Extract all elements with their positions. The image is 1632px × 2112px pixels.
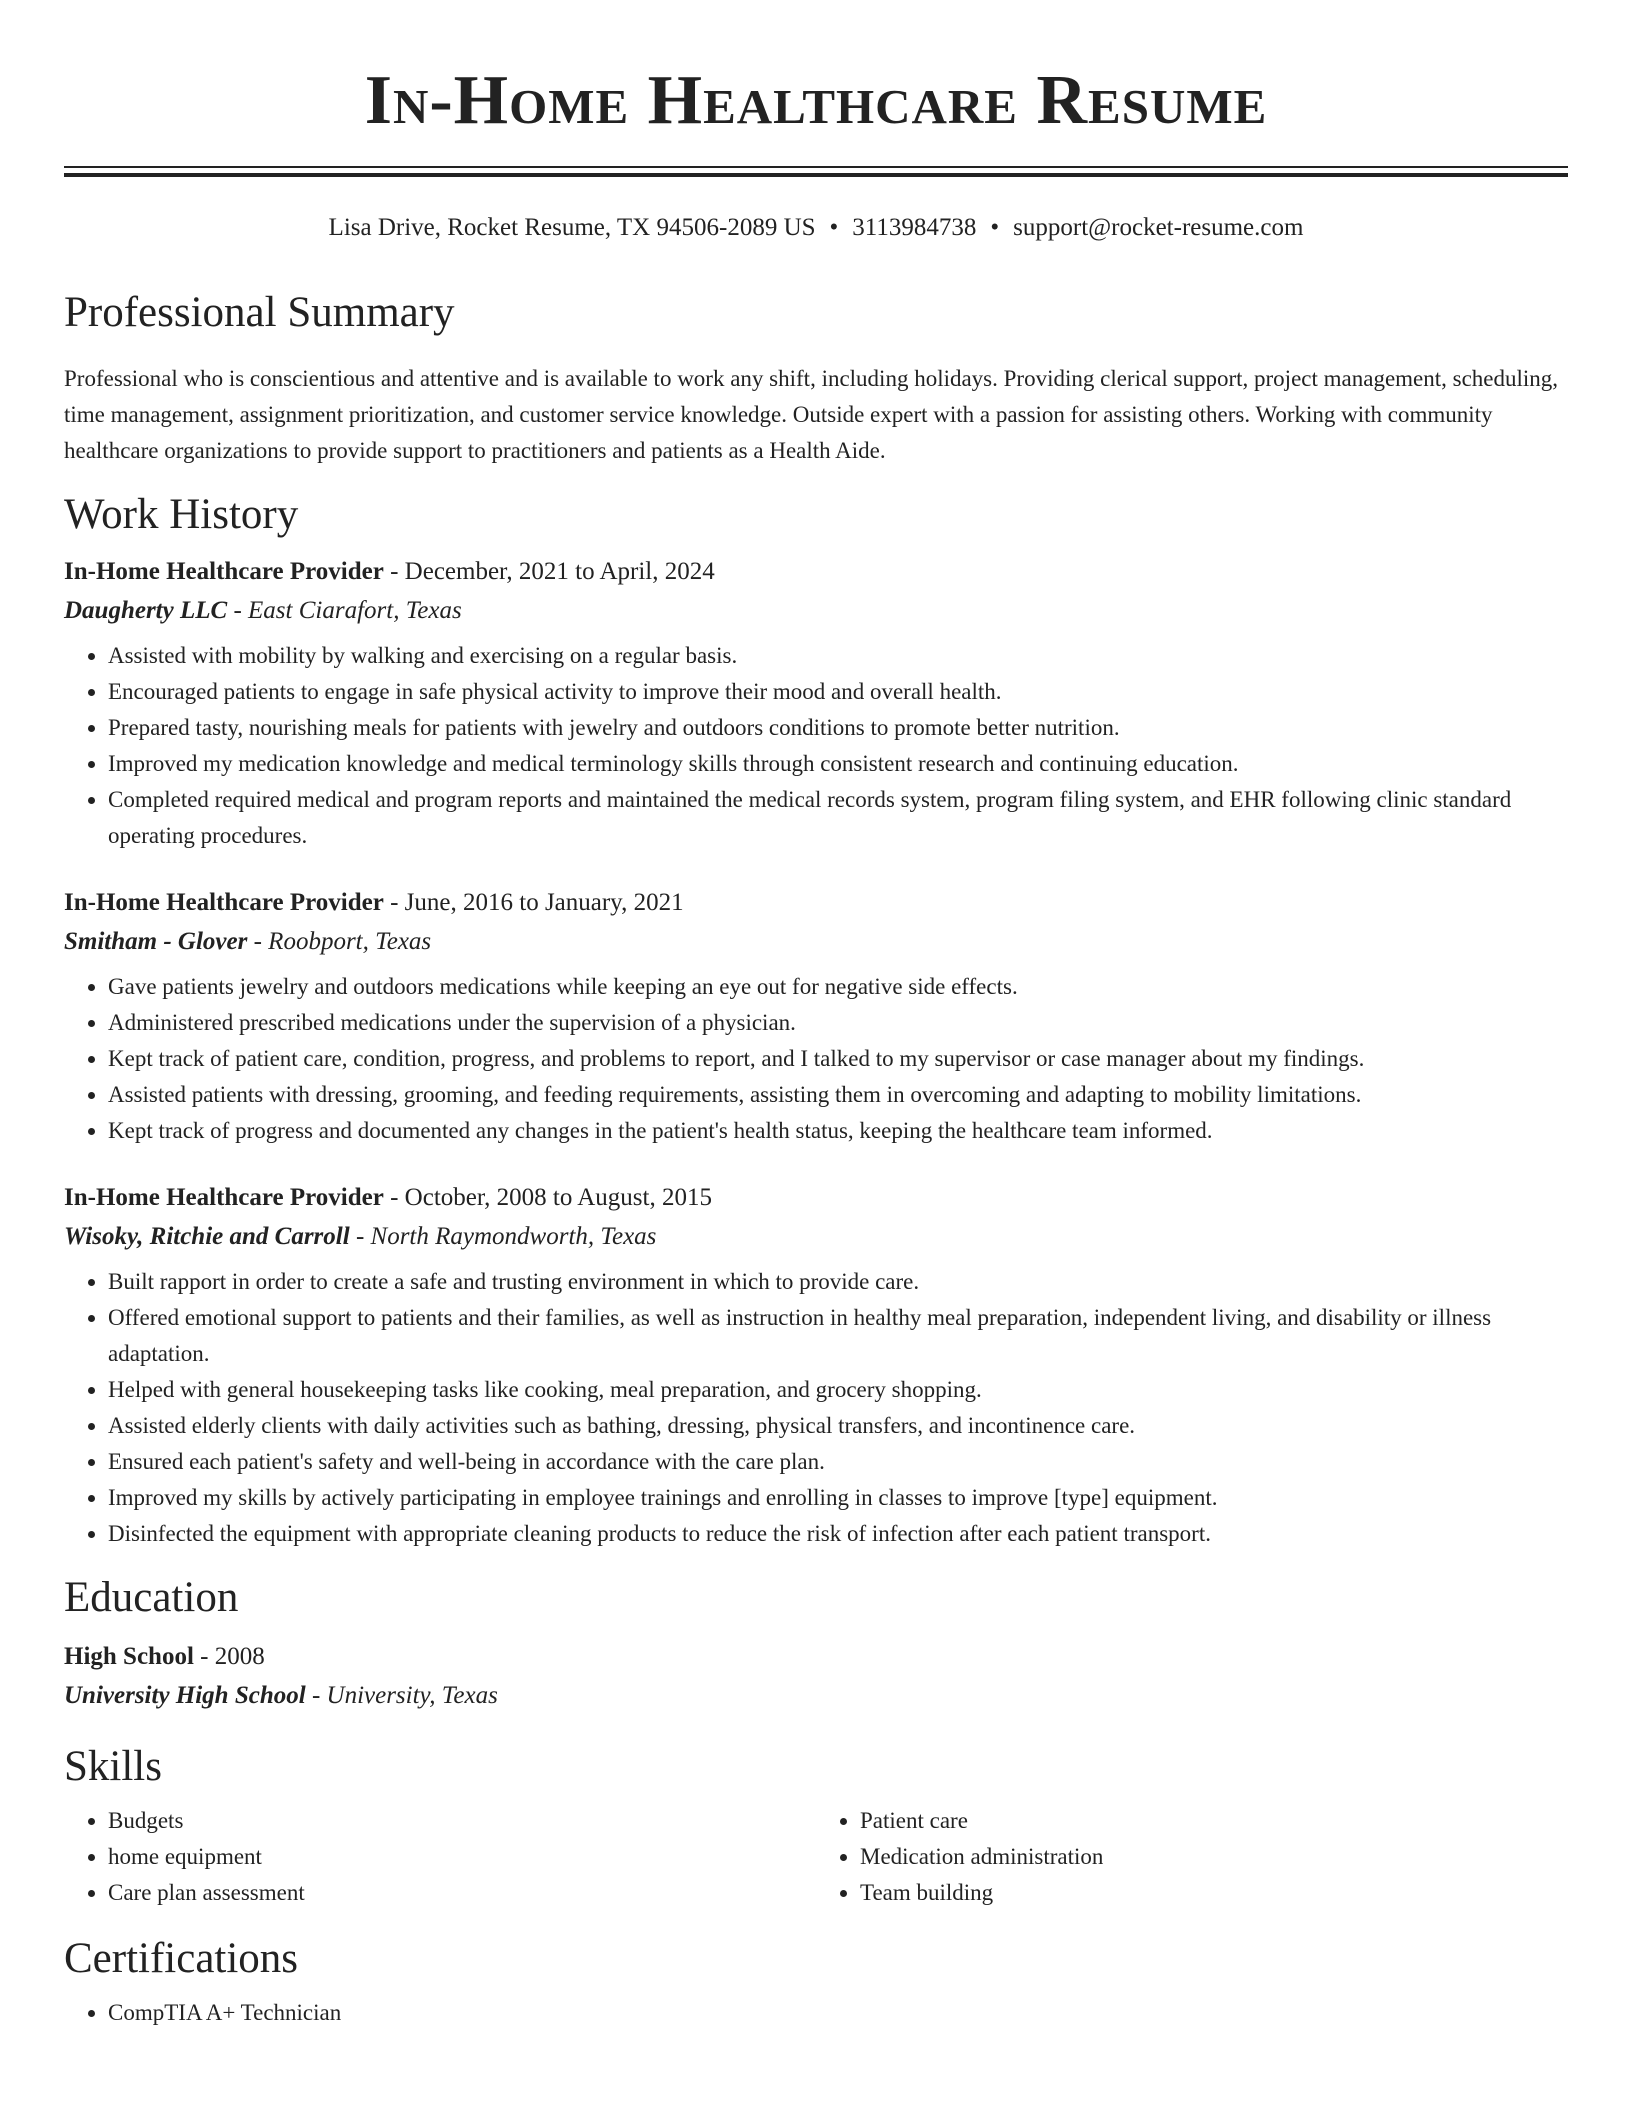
job-duty: • Helped with general housekeeping tasks like cooking, meal preparation, and grocery shopping. — [108, 1372, 1568, 1408]
job-header — [64, 884, 1568, 922]
education-institution — [64, 1676, 1568, 1715]
work-history-heading: Work History — [64, 491, 299, 538]
job-duty: • Disinfected the equipment with appropriate cleaning products to reduce the risk of infection after each patient transport. — [108, 1516, 1568, 1552]
education-school: University High School — [64, 1682, 306, 1709]
contact-separator: • — [829, 214, 839, 241]
skill-item: • Care plan assessment — [108, 1875, 816, 1911]
skill-item: • Medication administration — [860, 1839, 1568, 1875]
job-duty: • Offered emotional support to patients and their families, as well as instruction in healthy meal preparation, independent living, and disability or illness adaptation. — [108, 1300, 1568, 1372]
job-dates: - December, 2021 to April, 2024 — [383, 558, 715, 585]
job-company: Wisoky, Ritchie and Carroll — [64, 1223, 350, 1250]
job-header — [64, 1179, 1568, 1217]
summary-text: Professional who is conscientious and attentive and is available to work any shift, including holidays. Providing clerical support, project management, scheduling, time management, assignment prioritization, and customer service knowledge. Outside expert with a passion for assisting others. Working with community healthcare organizations to provide support to practitioners and patients as a Health Aide. — [64, 366, 1559, 463]
job-entry — [64, 1179, 1568, 1552]
job-company: Smitham - Glover — [64, 928, 248, 955]
skills-heading: Skills — [64, 1743, 162, 1790]
job-header — [64, 553, 1568, 591]
certifications-list — [64, 1995, 1568, 2031]
job-duty: • Gave patients jewelry and outdoors medications while keeping an eye out for negative side effects. — [108, 969, 1568, 1005]
job-duties-list — [64, 638, 1568, 854]
job-duties-list — [64, 1264, 1568, 1552]
job-duty: • Improved my medication knowledge and medical terminology skills through consistent research and continuing education. — [108, 746, 1568, 782]
divider-thin-line — [64, 166, 1568, 168]
job-employer — [64, 922, 1568, 961]
resume-content — [64, 0, 1568, 2031]
job-duty: • Assisted patients with dressing, grooming, and feeding requirements, assisting them in overcoming and adapting to mobility limitations. — [108, 1077, 1568, 1113]
job-duty: • Improved my skills by actively participating in employee trainings and enrolling in classes to improve [type] equipment. — [108, 1480, 1568, 1516]
job-duty: • Built rapport in order to create a safe and trusting environment in which to provide care. — [108, 1264, 1568, 1300]
education-location: - University, Texas — [305, 1682, 498, 1709]
job-location: - East Ciarafort, Texas — [227, 597, 462, 624]
job-location: - Roobport, Texas — [247, 928, 432, 955]
summary-heading: Professional Summary — [64, 289, 455, 336]
skill-item: • Patient care — [860, 1803, 1568, 1839]
skills-list-right — [816, 1803, 1568, 1911]
education-heading: Education — [64, 1574, 239, 1621]
job-duties-list — [64, 969, 1568, 1149]
job-entry — [64, 884, 1568, 1149]
job-employer — [64, 1217, 1568, 1256]
certification-item: • CompTIA A+ Technician — [108, 1995, 1568, 2031]
job-title: In-Home Healthcare Provider — [64, 558, 384, 585]
job-location: - North Raymondworth, Texas — [349, 1223, 657, 1250]
job-entry — [64, 553, 1568, 854]
job-duty: • Kept track of patient care, condition, progress, and problems to report, and I talked to my supervisor or case manager about my findings. — [108, 1041, 1568, 1077]
contact-email: support@rocket-resume.com — [1013, 214, 1304, 241]
skill-item: • home equipment — [108, 1839, 816, 1875]
job-dates: - October, 2008 to August, 2015 — [383, 1184, 712, 1211]
job-employer — [64, 591, 1568, 630]
contact-separator: • — [990, 214, 1000, 241]
job-dates: - June, 2016 to January, 2021 — [383, 889, 684, 916]
education-header — [64, 1638, 1568, 1676]
job-duty: • Assisted elderly clients with daily activities such as bathing, dressing, physical transfers, and incontinence care. — [108, 1408, 1568, 1444]
job-duty: • Prepared tasty, nourishing meals for patients with jewelry and outdoors conditions to promote better nutrition. — [108, 710, 1568, 746]
job-duty: • Ensured each patient's safety and well-being in accordance with the care plan. — [108, 1444, 1568, 1480]
skills-columns — [64, 1803, 1568, 1911]
divider-thick-line — [64, 173, 1568, 177]
certifications-heading: Certifications — [64, 1935, 299, 1982]
job-duty: • Completed required medical and program reports and maintained the medical records system, program filing system, and EHR following clinic standard operating procedures. — [108, 782, 1568, 854]
skills-list-left — [64, 1803, 816, 1911]
education-year: - 2008 — [193, 1643, 265, 1670]
job-duty: • Kept track of progress and documented any changes in the patient's health status, keeping the healthcare team informed. — [108, 1113, 1568, 1149]
skill-item: • Team building — [860, 1875, 1568, 1911]
education-entry — [64, 1638, 1568, 1715]
skill-item: • Budgets — [108, 1803, 816, 1839]
contact-phone: 3113984738 — [852, 214, 977, 241]
contact-address: Lisa Drive, Rocket Resume, TX 94506-2089 US — [328, 214, 816, 241]
job-duty: • Administered prescribed medications under the supervision of a physician. — [108, 1005, 1568, 1041]
job-duty: • Encouraged patients to engage in safe physical activity to improve their mood and overall health. — [108, 674, 1568, 710]
resume-title: In-Home Healthcare Resume — [364, 62, 1268, 139]
job-title: In-Home Healthcare Provider — [64, 889, 384, 916]
job-title: In-Home Healthcare Provider — [64, 1184, 384, 1211]
job-company: Daugherty LLC — [64, 597, 228, 624]
education-degree: High School — [64, 1643, 194, 1670]
contact-line — [64, 211, 1568, 245]
title-divider — [64, 166, 1568, 177]
job-duty: • Assisted with mobility by walking and exercising on a regular basis. — [108, 638, 1568, 674]
